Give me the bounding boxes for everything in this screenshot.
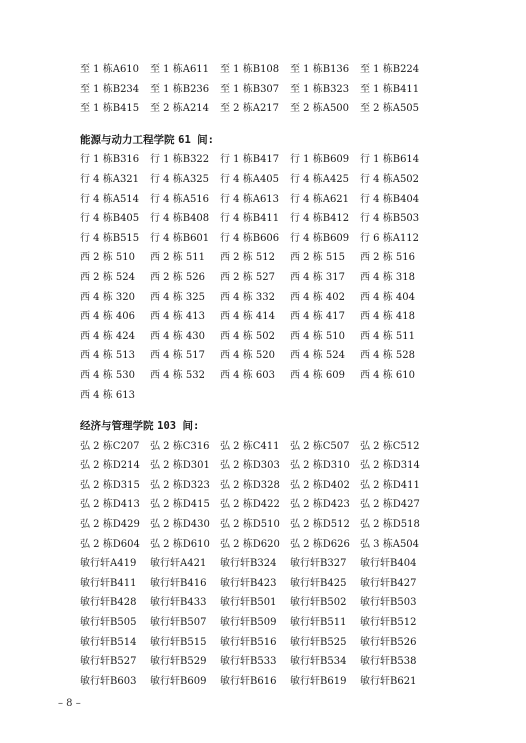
room-entry: 西 2 栋 516 xyxy=(360,252,415,264)
room-row xyxy=(80,268,480,288)
room-entry: 至 1 栋A610 xyxy=(80,64,140,75)
room-entry: 弘 2 栋D402 xyxy=(290,479,350,491)
room-entry: 至 2 栋A505 xyxy=(360,103,420,115)
room-entry: 弘 2 栋D303 xyxy=(220,460,280,472)
room-row xyxy=(80,327,480,347)
room-row xyxy=(80,60,480,80)
room-entry: 弘 2 栋D510 xyxy=(220,519,280,531)
room-list-content xyxy=(80,60,480,691)
room-entry: 西 2 栋 526 xyxy=(150,271,205,283)
room-entry: 弘 2 栋C411 xyxy=(220,440,280,452)
room-entry: 西 2 栋 512 xyxy=(220,252,275,264)
room-entry: 西 4 栋 510 xyxy=(290,330,345,342)
room-entry: 西 4 栋 610 xyxy=(360,369,415,381)
room-entry: 敏行轩B526 xyxy=(360,636,417,648)
room-entry: 至 1 栋B108 xyxy=(220,64,280,75)
room-entry: 行 4 栋B609 xyxy=(290,232,350,244)
room-entry: 敏行轩B423 xyxy=(220,577,277,589)
room-entry: 弘 2 栋D427 xyxy=(360,499,420,511)
section-heading-title: 能源与动力工程学院 xyxy=(80,133,175,146)
room-row xyxy=(80,150,480,170)
room-row xyxy=(80,515,480,535)
room-entry: 西 4 栋 332 xyxy=(220,291,275,303)
room-entry: 行 4 栋A516 xyxy=(150,193,210,205)
room-entry: 西 4 栋 528 xyxy=(360,350,415,362)
room-entry: 西 4 栋 609 xyxy=(290,369,345,381)
room-row xyxy=(80,346,480,366)
room-entry: 敏行轩B609 xyxy=(150,675,207,687)
room-entry: 敏行轩B425 xyxy=(290,577,347,589)
room-entry: 弘 2 栋D415 xyxy=(150,499,210,511)
room-entry: 行 1 栋B316 xyxy=(80,154,140,166)
room-entry: 行 1 栋B609 xyxy=(290,154,350,166)
room-entry: 敏行轩A419 xyxy=(80,558,137,570)
room-entry: 弘 2 栋D604 xyxy=(80,538,140,550)
room-row xyxy=(80,456,480,476)
room-entry: 敏行轩B324 xyxy=(220,558,277,570)
section-spacer xyxy=(80,119,480,131)
room-entry: 弘 2 栋C512 xyxy=(360,440,420,452)
room-row xyxy=(80,613,480,633)
room-entry: 行 4 栋B404 xyxy=(360,193,420,205)
room-entry: 行 4 栋B606 xyxy=(220,232,280,244)
room-row xyxy=(80,288,480,308)
room-entry: 行 4 栋B601 xyxy=(150,232,210,244)
room-entry: 行 4 栋A621 xyxy=(290,193,350,205)
room-entry: 西 4 栋 317 xyxy=(290,271,345,283)
room-row xyxy=(80,386,480,406)
section-room-count: 103 间: xyxy=(157,420,200,433)
room-entry: 行 4 栋B411 xyxy=(220,213,280,225)
room-row xyxy=(80,437,480,457)
room-entry: 弘 2 栋D429 xyxy=(80,519,140,531)
room-entry: 西 2 栋 524 xyxy=(80,271,135,283)
room-entry: 敏行轩B538 xyxy=(360,656,417,668)
room-row xyxy=(80,593,480,613)
room-entry: 弘 2 栋D430 xyxy=(150,519,210,531)
room-row xyxy=(80,190,480,210)
room-entry: 西 2 栋 515 xyxy=(290,252,345,264)
room-entry: 至 1 栋B236 xyxy=(150,83,210,95)
room-row xyxy=(80,170,480,190)
room-entry: 至 1 栋B307 xyxy=(220,83,280,95)
room-row xyxy=(80,229,480,249)
room-row xyxy=(80,99,480,119)
room-entry: 弘 2 栋C316 xyxy=(150,440,210,452)
room-row xyxy=(80,209,480,229)
room-entry: 弘 2 栋D610 xyxy=(150,538,210,550)
room-row xyxy=(80,248,480,268)
room-entry: 行 1 栋B322 xyxy=(150,154,210,166)
room-row xyxy=(80,652,480,672)
room-entry: 敏行轩B511 xyxy=(290,617,347,629)
room-entry: 敏行轩B502 xyxy=(290,597,347,609)
room-entry: 西 4 栋 320 xyxy=(80,291,135,303)
room-entry: 敏行轩B529 xyxy=(150,656,207,668)
room-entry: 敏行轩B621 xyxy=(360,675,417,687)
room-entry: 西 2 栋 527 xyxy=(220,271,275,283)
room-entry: 西 4 栋 517 xyxy=(150,350,205,362)
room-entry: 行 4 栋B515 xyxy=(80,232,140,244)
room-entry: 敏行轩B515 xyxy=(150,636,207,648)
room-entry: 敏行轩B619 xyxy=(290,675,347,687)
room-entry: 敏行轩B512 xyxy=(360,617,417,629)
room-entry: 弘 2 栋D411 xyxy=(360,479,420,491)
room-entry: 弘 2 栋D310 xyxy=(290,460,350,472)
room-entry: 行 4 栋B503 xyxy=(360,213,420,225)
room-row xyxy=(80,554,480,574)
room-entry: 至 1 栋A611 xyxy=(150,64,210,75)
room-entry: 敏行轩B603 xyxy=(80,675,137,687)
room-entry: 西 4 栋 318 xyxy=(360,271,415,283)
room-entry: 行 4 栋A502 xyxy=(360,173,420,185)
room-entry: 至 1 栋B224 xyxy=(360,64,420,75)
room-entry: 西 4 栋 502 xyxy=(220,330,275,342)
room-entry: 至 1 栋B234 xyxy=(80,83,140,95)
room-entry: 西 4 栋 414 xyxy=(220,311,275,323)
room-entry: 敏行轩B327 xyxy=(290,558,347,570)
room-entry: 弘 2 栋D413 xyxy=(80,499,140,511)
room-entry: 西 2 栋 511 xyxy=(150,252,205,264)
room-entry: 弘 2 栋D626 xyxy=(290,538,350,550)
room-entry: 行 1 栋B417 xyxy=(220,154,280,166)
section-heading-title: 经济与管理学院 xyxy=(80,420,154,433)
room-entry: 至 1 栋B323 xyxy=(290,83,350,95)
section-heading xyxy=(80,417,480,437)
room-entry: 至 2 栋A214 xyxy=(150,103,210,115)
room-entry: 敏行轩B516 xyxy=(220,636,277,648)
room-row xyxy=(80,366,480,386)
room-entry: 西 4 栋 417 xyxy=(290,311,345,323)
room-entry: 弘 2 栋C507 xyxy=(290,440,350,452)
room-entry: 西 4 栋 402 xyxy=(290,291,345,303)
room-entry: 西 4 栋 430 xyxy=(150,330,205,342)
room-entry: 行 4 栋B408 xyxy=(150,213,210,225)
room-entry: 敏行轩B616 xyxy=(220,675,277,687)
room-row xyxy=(80,574,480,594)
room-entry: 西 4 栋 511 xyxy=(360,330,415,342)
room-entry: 敏行轩A421 xyxy=(150,558,207,570)
room-row xyxy=(80,495,480,515)
room-entry: 敏行轩B527 xyxy=(80,656,137,668)
room-entry: 敏行轩B533 xyxy=(220,656,277,668)
room-entry: 敏行轩B509 xyxy=(220,617,277,629)
room-row xyxy=(80,535,480,555)
room-entry: 弘 2 栋D328 xyxy=(220,479,280,491)
room-entry: 敏行轩B503 xyxy=(360,597,417,609)
section-spacer xyxy=(80,405,480,417)
room-entry: 西 4 栋 406 xyxy=(80,311,135,323)
room-entry: 西 4 栋 404 xyxy=(360,291,415,303)
room-entry: 弘 2 栋C207 xyxy=(80,440,140,452)
room-entry: 行 4 栋A514 xyxy=(80,193,140,205)
room-entry: 行 4 栋A321 xyxy=(80,173,140,185)
room-entry: 弘 2 栋D512 xyxy=(290,519,350,531)
room-entry: 行 4 栋A613 xyxy=(220,193,280,205)
room-entry: 西 4 栋 424 xyxy=(80,330,135,342)
room-row xyxy=(80,80,480,100)
room-entry: 行 4 栋B405 xyxy=(80,213,140,225)
room-entry: 敏行轩B514 xyxy=(80,636,137,648)
page-number: – 8 – xyxy=(58,698,81,709)
room-row xyxy=(80,476,480,496)
room-entry: 敏行轩B501 xyxy=(220,597,277,609)
room-entry: 敏行轩B534 xyxy=(290,656,347,668)
room-entry: 至 1 栋B136 xyxy=(290,64,350,75)
room-entry: 弘 2 栋D314 xyxy=(360,460,420,472)
room-entry: 敏行轩B433 xyxy=(150,597,207,609)
room-entry: 敏行轩B428 xyxy=(80,597,137,609)
room-entry: 至 2 栋A217 xyxy=(220,103,280,115)
room-entry: 西 4 栋 325 xyxy=(150,291,205,303)
room-entry: 弘 2 栋D620 xyxy=(220,538,280,550)
room-entry: 弘 2 栋D301 xyxy=(150,460,210,472)
room-entry: 行 4 栋B412 xyxy=(290,213,350,225)
room-entry: 弘 2 栋D518 xyxy=(360,519,420,531)
room-entry: 敏行轩B507 xyxy=(150,617,207,629)
room-entry: 行 4 栋A425 xyxy=(290,173,350,185)
section-room-count: 61 间: xyxy=(178,133,214,146)
room-entry: 西 2 栋 510 xyxy=(80,252,135,264)
room-entry: 行 1 栋B614 xyxy=(360,154,420,166)
room-entry: 西 4 栋 524 xyxy=(290,350,345,362)
room-entry: 西 4 栋 603 xyxy=(220,369,275,381)
room-entry: 西 4 栋 530 xyxy=(80,369,135,381)
room-entry: 弘 3 栋A504 xyxy=(360,538,420,550)
room-entry: 行 6 栋A112 xyxy=(360,232,420,244)
room-entry: 弘 2 栋D323 xyxy=(150,479,210,491)
room-entry: 行 4 栋A325 xyxy=(150,173,210,185)
room-entry: 敏行轩B427 xyxy=(360,577,417,589)
room-entry: 敏行轩B404 xyxy=(360,558,417,570)
room-entry: 敏行轩B411 xyxy=(80,577,137,589)
room-entry: 弘 2 栋D423 xyxy=(290,499,350,511)
room-entry: 至 1 栋B415 xyxy=(80,103,140,115)
room-entry: 弘 2 栋D315 xyxy=(80,479,140,491)
room-row xyxy=(80,307,480,327)
room-entry: 弘 2 栋D422 xyxy=(220,499,280,511)
room-entry: 西 4 栋 513 xyxy=(80,350,135,362)
room-entry: 弘 2 栋D214 xyxy=(80,460,140,472)
room-entry: 西 4 栋 532 xyxy=(150,369,205,381)
room-row xyxy=(80,633,480,653)
room-entry: 西 4 栋 613 xyxy=(80,389,135,401)
section-heading xyxy=(80,131,480,151)
room-entry: 敏行轩B525 xyxy=(290,636,347,648)
room-entry: 西 4 栋 413 xyxy=(150,311,205,323)
room-entry: 敏行轩B505 xyxy=(80,617,137,629)
room-entry: 至 1 栋B411 xyxy=(360,83,420,95)
room-row xyxy=(80,672,480,692)
room-entry: 西 4 栋 418 xyxy=(360,311,415,323)
room-entry: 西 4 栋 520 xyxy=(220,350,275,362)
room-entry: 至 2 栋A500 xyxy=(290,103,350,115)
room-entry: 敏行轩B416 xyxy=(150,577,207,589)
room-entry: 行 4 栋A405 xyxy=(220,173,280,185)
